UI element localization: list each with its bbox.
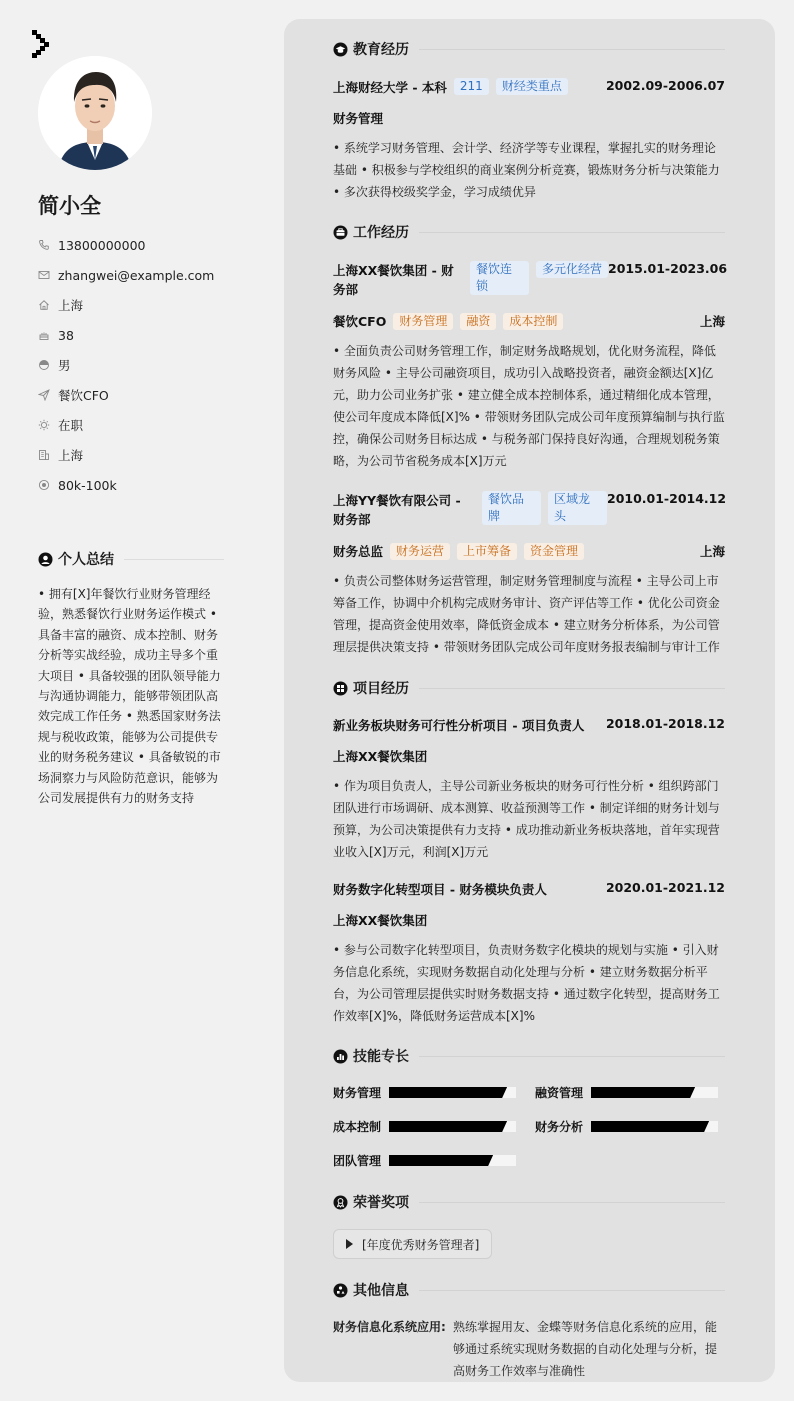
project-date: 2018.01-2018.12	[605, 716, 725, 731]
education-desc: • 系统学习财务管理、会计学、经济学等专业课程，掌握扎实的财务理论基础 • 积极参与学校组织的商业案例分析竞赛，锻炼财务分析与决策能力	[333, 141, 720, 177]
sun-icon	[38, 419, 50, 431]
salary-text: 80k-100k	[58, 477, 117, 493]
divider	[419, 232, 725, 233]
skill-bar-fill	[389, 1121, 507, 1132]
skill-bar	[389, 1155, 516, 1166]
other-value: 熟练掌握用友、金蝶等财务信息化系统的应用，能够通过系统实现财务数据的自动化处理与分析，提高财务工作效率与准确性	[453, 1320, 718, 1378]
skill-bar-fill	[591, 1087, 695, 1098]
other-info-row	[333, 1316, 725, 1382]
age-text: 38	[58, 327, 74, 343]
profile-name: 简小全	[38, 194, 101, 218]
divider	[419, 1290, 725, 1291]
role-tag: 资金管理	[524, 543, 584, 560]
work-heading	[333, 222, 725, 242]
cake-icon	[38, 329, 50, 341]
education-date: 2002.09-2006.07	[605, 78, 725, 93]
skill-item	[535, 1118, 718, 1135]
work-desc: • 负责公司整体财务运营管理，制定财务管理制度与流程 • 主导公司上市筹备工作，协调中介机构完成财务审计、资产评估等工作 • 优化公司资金管理，提高资金使用效率，降低资金成本 • 建立财务分析体系，为公司管理层提供决策支持 • 带领财务团队完成公司年度财务报表编制与审计工作	[333, 574, 720, 654]
summary-heading	[38, 549, 224, 569]
project-entry	[333, 880, 725, 1027]
divider	[419, 49, 725, 50]
other-title: 其他信息	[353, 1283, 409, 1299]
skill-bar-fill	[389, 1087, 507, 1098]
skills-title: 技能专长	[353, 1049, 409, 1065]
grid-icon	[333, 681, 348, 696]
info-shapes-icon	[333, 1283, 348, 1298]
divider	[419, 1202, 725, 1203]
briefcase-icon	[333, 225, 348, 240]
info-status	[38, 410, 238, 440]
info-salary	[38, 470, 238, 500]
skill-bar	[389, 1121, 516, 1132]
city-text: 上海	[58, 448, 84, 463]
skill-item	[333, 1084, 516, 1101]
status-text: 在职	[58, 418, 84, 433]
play-triangle-icon	[346, 1239, 353, 1249]
school-tag: 211	[454, 78, 489, 95]
resume-main-panel	[284, 19, 775, 1382]
info-gender	[38, 350, 238, 380]
role-tag: 财务运营	[390, 543, 450, 560]
divider	[124, 559, 224, 560]
education-desc: • 多次获得校级奖学金，学习成绩优异	[333, 185, 536, 199]
info-email	[38, 260, 238, 290]
work-entry	[333, 491, 725, 658]
divider	[419, 1056, 725, 1057]
phone-text: 13800000000	[58, 237, 146, 253]
avatar	[38, 56, 152, 170]
location-text: 上海	[58, 298, 84, 313]
graduation-cap-icon	[333, 42, 348, 57]
role-tag: 上市筹备	[457, 543, 517, 560]
skill-name: 融资管理	[535, 1086, 584, 1100]
skill-item	[333, 1152, 516, 1169]
work-date: 2010.01-2014.12	[607, 491, 727, 506]
gender-icon	[38, 359, 50, 371]
school-tag: 财经类重点	[496, 78, 568, 95]
info-location	[38, 290, 238, 320]
work-city: 上海	[699, 314, 725, 329]
building-icon	[38, 449, 50, 461]
user-circle-icon	[38, 552, 53, 567]
education-heading	[333, 39, 725, 59]
summary-title: 个人总结	[58, 552, 114, 568]
awards-title: 荣誉奖项	[353, 1195, 409, 1211]
project-date: 2020.01-2021.12	[605, 880, 725, 895]
info-age	[38, 320, 238, 350]
skill-name: 财务管理	[333, 1086, 382, 1100]
skill-name: 成本控制	[333, 1120, 382, 1134]
work-city: 上海	[699, 544, 725, 559]
award-toggle-button[interactable]	[333, 1229, 492, 1259]
work-desc: • 全面负责公司财务管理工作，制定财务战略规划，优化财务流程，降低财务风险 • 主导公司融资项目，成功引入战略投资者，融资金额达[X]亿元，助力公司业务扩张 • 建立健全成本控制体系，通过精细化成本管理，使公司年度成本降低[X]% • 带领财务团队完成公司年度预算编制与执行监控，确保公司财务目标达成 • 与税务部门保持良好沟通，合理规划税务策略，为公司节省税务成本[X]万元	[333, 344, 725, 468]
skill-bar-fill	[389, 1155, 493, 1166]
divider	[419, 688, 725, 689]
work-entry	[333, 261, 728, 472]
awards-heading	[333, 1192, 725, 1212]
major-name: 财务管理	[333, 111, 384, 126]
skill-bar	[591, 1087, 718, 1098]
contact-info-list	[38, 230, 238, 500]
role-name: 餐饮CFO	[333, 314, 387, 329]
skill-bar-fill	[591, 1121, 709, 1132]
education-title: 教育经历	[353, 42, 409, 58]
mail-icon	[38, 269, 50, 281]
company-tag: 多元化经营	[536, 261, 608, 278]
skills-heading	[333, 1046, 725, 1066]
other-key: 财务信息化系统应用:	[333, 1320, 446, 1334]
phone-icon	[38, 239, 50, 251]
skill-name: 财务分析	[535, 1120, 584, 1134]
home-icon	[38, 299, 50, 311]
projects-heading	[333, 678, 725, 698]
project-desc: • 作为项目负责人，主导公司新业务板块的财务可行性分析 • 组织跨部门团队进行市场调研、成本测算、收益预测等工作 • 制定详细的财务计划与预算，为公司决策提供有力支持 • 成功推动新业务板块落地，首年实现营业收入[X]万元，利润[X]万元	[333, 779, 720, 859]
company-tag: 餐饮品牌	[482, 491, 541, 525]
send-icon	[38, 389, 50, 401]
coin-icon	[38, 479, 50, 491]
email-text: zhangwei@example.com	[58, 267, 215, 283]
company-tag: 区域龙头	[548, 491, 607, 525]
bar-chart-icon	[333, 1049, 348, 1064]
summary-text: • 拥有[X]年餐饮行业财务管理经验，熟悉餐饮行业财务运作模式 • 具备丰富的融资、成本控制、财务分析等实战经验，成功主导多个重大项目 • 具备较强的团队领导能力与沟通协调能力，能够带领团队高效完成工作任务 • 熟悉国家财务法规与税收政策，能够为公司提供专业的财务税务建议 • 具备敏锐的市场洞察力与风险防范意识，能够为公司发展提供有力的财务支持	[38, 587, 221, 806]
education-entry	[333, 78, 725, 203]
award-text: [年度优秀财务管理者]	[362, 1237, 480, 1252]
role-tag: 融资	[460, 313, 496, 330]
work-title: 工作经历	[353, 225, 409, 241]
project-desc: • 参与公司数字化转型项目，负责财务数字化模块的规划与实施 • 引入财务信息化系统，实现财务数据自动化处理与分析 • 建立财务数据分析平台，为公司管理层提供实时财务数据支持 • 通过数字化转型，提高财务工作效率[X]%，降低财务运营成本[X]%	[333, 943, 720, 1023]
work-date: 2015.01-2023.06	[608, 261, 728, 276]
skill-bar	[591, 1121, 718, 1132]
project-org: 上海XX餐饮集团	[333, 913, 428, 928]
gender-text: 男	[58, 358, 71, 373]
project-org: 上海XX餐饮集团	[333, 749, 428, 764]
other-heading	[333, 1280, 725, 1300]
project-name: 财务数字化转型项目 - 财务模块负责人	[333, 882, 547, 897]
company-name: 上海XX餐饮集团 - 财务部	[333, 263, 454, 297]
project-name: 新业务板块财务可行性分析项目 - 项目负责人	[333, 718, 585, 733]
company-tag: 餐饮连锁	[470, 261, 529, 295]
award-icon	[333, 1195, 348, 1210]
info-phone	[38, 230, 238, 260]
role-tag: 成本控制	[503, 313, 563, 330]
chevron-logo-icon	[32, 30, 52, 58]
info-position	[38, 380, 238, 410]
role-tag: 财务管理	[393, 313, 453, 330]
skill-bar	[389, 1087, 516, 1098]
school-name: 上海财经大学 - 本科	[333, 80, 447, 95]
projects-title: 项目经历	[353, 681, 409, 697]
company-name: 上海YY餐饮有限公司 - 财务部	[333, 493, 461, 527]
project-entry	[333, 716, 725, 863]
skill-name: 团队管理	[333, 1154, 382, 1168]
info-city	[38, 440, 238, 470]
skill-item	[535, 1084, 718, 1101]
position-text: 餐饮CFO	[58, 388, 109, 403]
role-name: 财务总监	[333, 544, 384, 559]
skill-item	[333, 1118, 516, 1135]
